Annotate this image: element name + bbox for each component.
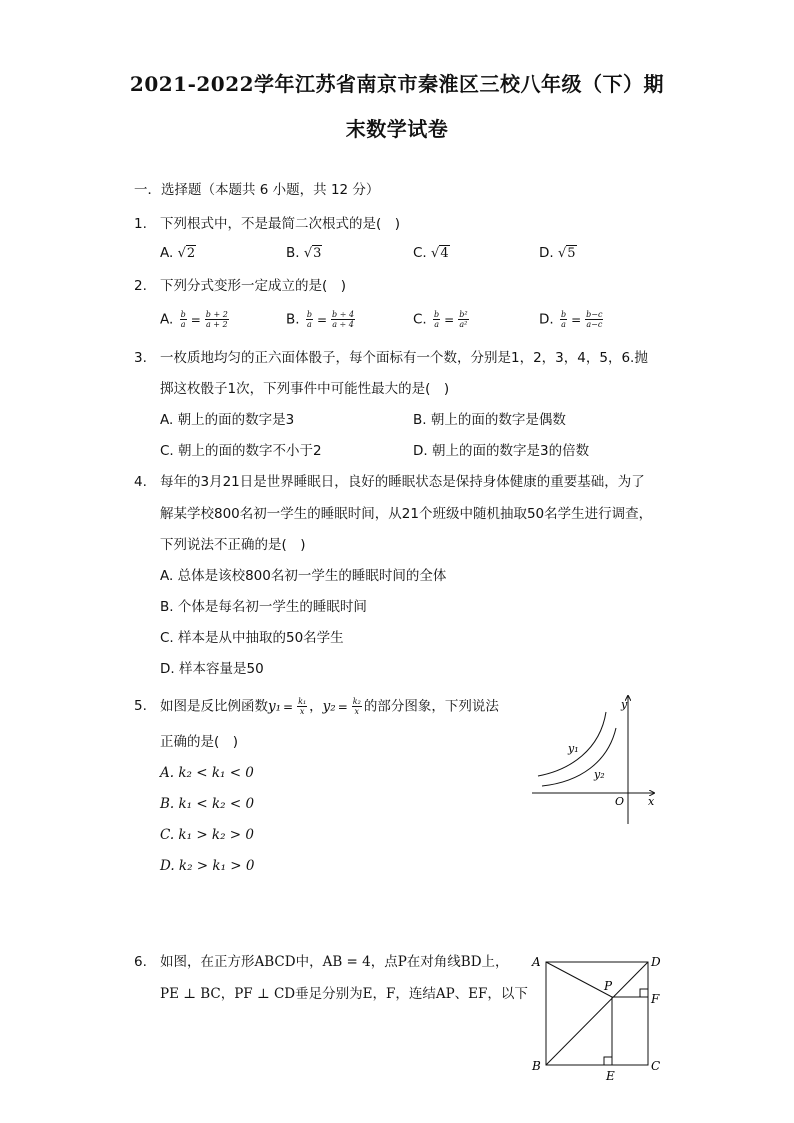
denominator: a−c xyxy=(586,320,603,329)
point-label-d: D xyxy=(651,955,661,969)
equals-sign: = xyxy=(337,699,348,714)
denominator: a xyxy=(180,320,186,329)
option-label: D. xyxy=(539,311,554,328)
equals-sign: = xyxy=(571,312,582,327)
point-label-c: C xyxy=(651,1059,661,1073)
option-a xyxy=(160,310,231,329)
numerator: k₂ xyxy=(352,697,361,706)
fraction xyxy=(306,310,313,329)
option-b: B. k₁ < k₂ < 0 xyxy=(160,796,255,812)
option-c xyxy=(413,310,471,329)
fraction xyxy=(180,310,187,329)
sqrt-expression: √5 xyxy=(557,246,576,261)
curve-y1-label: y₁ xyxy=(568,742,579,755)
equals-sign: = xyxy=(316,312,328,327)
square-figure xyxy=(528,952,664,1084)
option-label: B. xyxy=(286,311,300,328)
question-stem-line2: 正确的是( ) xyxy=(160,734,239,750)
point-label-b: B xyxy=(532,1059,541,1073)
segment-ap xyxy=(546,962,612,997)
fraction xyxy=(560,310,567,329)
numerator: k₁ xyxy=(298,697,307,706)
sqrt-expression: √3 xyxy=(303,246,322,261)
denominator: a + 2 xyxy=(205,320,228,329)
question-number: 4. xyxy=(134,474,147,490)
option-label: C. xyxy=(413,311,427,328)
numerator: b xyxy=(180,310,186,319)
x-axis-label: x xyxy=(648,795,655,808)
option-d: D. 样本容量是50 xyxy=(160,661,264,677)
denominator: a² xyxy=(459,320,468,329)
question-number: 2. xyxy=(134,278,147,294)
fraction xyxy=(297,697,307,716)
option-c xyxy=(413,244,450,263)
option-b xyxy=(286,244,322,263)
question-stem-line2: 掷这枚骰子1次，下列事件中可能性最大的是( ) xyxy=(160,381,450,397)
question-number: 5. xyxy=(134,698,147,714)
question-stem-line2: PE ⊥ BC，PF ⊥ CD垂足分别为E，F，连结AP、EF，以下 xyxy=(160,986,528,1002)
curve-y2 xyxy=(542,728,616,786)
equals-sign: = xyxy=(283,699,294,714)
stem-text: 的部分图象，下列说法 xyxy=(363,698,499,715)
question-stem-line1: 每年的3月21日是世界睡眠日，良好的睡眠状态是保持身体健康的重要基础，为了 xyxy=(160,474,645,490)
numerator: b + 2 xyxy=(205,310,228,319)
section-heading: 一．选择题（本题共 6 小题，共 12 分） xyxy=(134,182,380,198)
option-c: C. k₁ > k₂ > 0 xyxy=(160,827,254,843)
option-d: D. 朝上的面的数字是3的倍数 xyxy=(413,443,590,459)
option-label: B. xyxy=(286,245,300,261)
question-stem: 下列根式中，不是最简二次根式的是( ) xyxy=(160,216,401,232)
curve-y2-label: y₂ xyxy=(594,768,605,781)
fraction xyxy=(585,310,603,329)
exam-title-line2: 末数学试卷 xyxy=(345,117,449,141)
function-y1: y₁ xyxy=(268,698,282,715)
question-stem-line2: 解某学校800名初一学生的睡眠时间，从21个班级中随机抽取50名学生进行调查， xyxy=(160,506,653,522)
equals-sign: = xyxy=(444,312,455,327)
point-label-e: E xyxy=(606,1069,615,1083)
question-stem-line1: 如图，在正方形ABCD中，AB = 4，点P在对角线BD上， xyxy=(160,954,509,970)
radicand: 5 xyxy=(567,246,576,261)
question-stem: 下列分式变形一定成立的是( ) xyxy=(160,278,347,294)
option-a: A. 总体是该校800名初一学生的睡眠时间的全体 xyxy=(160,568,447,584)
numerator: b xyxy=(434,310,440,319)
denominator: a ÷ 4 xyxy=(332,320,354,329)
hyperbola-figure xyxy=(530,690,660,830)
numerator: b xyxy=(560,310,567,319)
diagonal-bd xyxy=(546,962,648,1065)
option-c: C. 朝上的面的数字不小于2 xyxy=(160,443,322,459)
point-label-f: F xyxy=(651,992,660,1006)
fraction xyxy=(433,310,440,329)
y-axis-label: y xyxy=(621,698,628,711)
fraction xyxy=(352,697,362,716)
option-b: B. 朝上的面的数字是偶数 xyxy=(413,412,566,428)
option-d xyxy=(539,244,577,263)
right-angle-f xyxy=(640,989,648,997)
denominator: a xyxy=(434,320,439,329)
option-label: C. xyxy=(413,245,427,261)
question-stem-line3: 下列说法不正确的是( ) xyxy=(160,537,306,553)
denominator: x xyxy=(354,707,360,716)
option-a: A. 朝上的面的数字是3 xyxy=(160,412,295,428)
numerator: b ÷ 4 xyxy=(332,310,355,319)
radicand: 2 xyxy=(186,246,196,261)
option-c: C. 样本是从中抽取的50名学生 xyxy=(160,630,344,646)
denominator: a xyxy=(561,320,566,329)
fraction xyxy=(331,310,355,329)
equals-sign: = xyxy=(190,312,201,327)
option-b: B. 个体是每名初一学生的睡眠时间 xyxy=(160,599,367,615)
radicand: 3 xyxy=(313,246,322,261)
question-number: 3. xyxy=(134,350,147,366)
numerator: b² xyxy=(459,310,468,319)
option-label: A. xyxy=(160,311,174,328)
numerator: b xyxy=(306,310,312,319)
point-label-a: A xyxy=(532,955,541,969)
option-label: D. xyxy=(539,245,554,261)
sqrt-expression: √4 xyxy=(431,246,449,261)
right-angle-e xyxy=(604,1057,612,1065)
question-number: 6. xyxy=(134,954,147,970)
option-label: A. xyxy=(160,245,174,261)
function-y2: y₂ xyxy=(322,698,336,715)
sqrt-expression: √2 xyxy=(177,246,196,261)
question-stem-line1 xyxy=(160,697,499,716)
radicand: 4 xyxy=(440,246,449,261)
exam-title-line1: 2021-2022学年江苏省南京市秦淮区三校八年级（下）期 xyxy=(129,72,665,96)
question-stem-line1: 一枚质地均匀的正六面体骰子，每个面标有一个数，分别是1，2，3，4，5，6.抛 xyxy=(160,350,648,366)
fraction xyxy=(205,310,229,329)
numerator: b−c xyxy=(586,310,603,319)
origin-label: O xyxy=(615,795,625,808)
option-b xyxy=(286,310,357,329)
question-number: 1. xyxy=(134,216,147,232)
point-label-p: P xyxy=(604,979,613,993)
option-a xyxy=(160,244,196,263)
option-d xyxy=(539,310,605,329)
stem-text: 如图是反比例函数 xyxy=(160,698,268,715)
denominator: x xyxy=(299,707,305,716)
option-a: A. k₂ < k₁ < 0 xyxy=(160,765,254,781)
fraction xyxy=(458,310,468,329)
option-d: D. k₂ > k₁ > 0 xyxy=(160,858,255,874)
denominator: a xyxy=(307,320,312,329)
separator: ， xyxy=(309,698,323,715)
